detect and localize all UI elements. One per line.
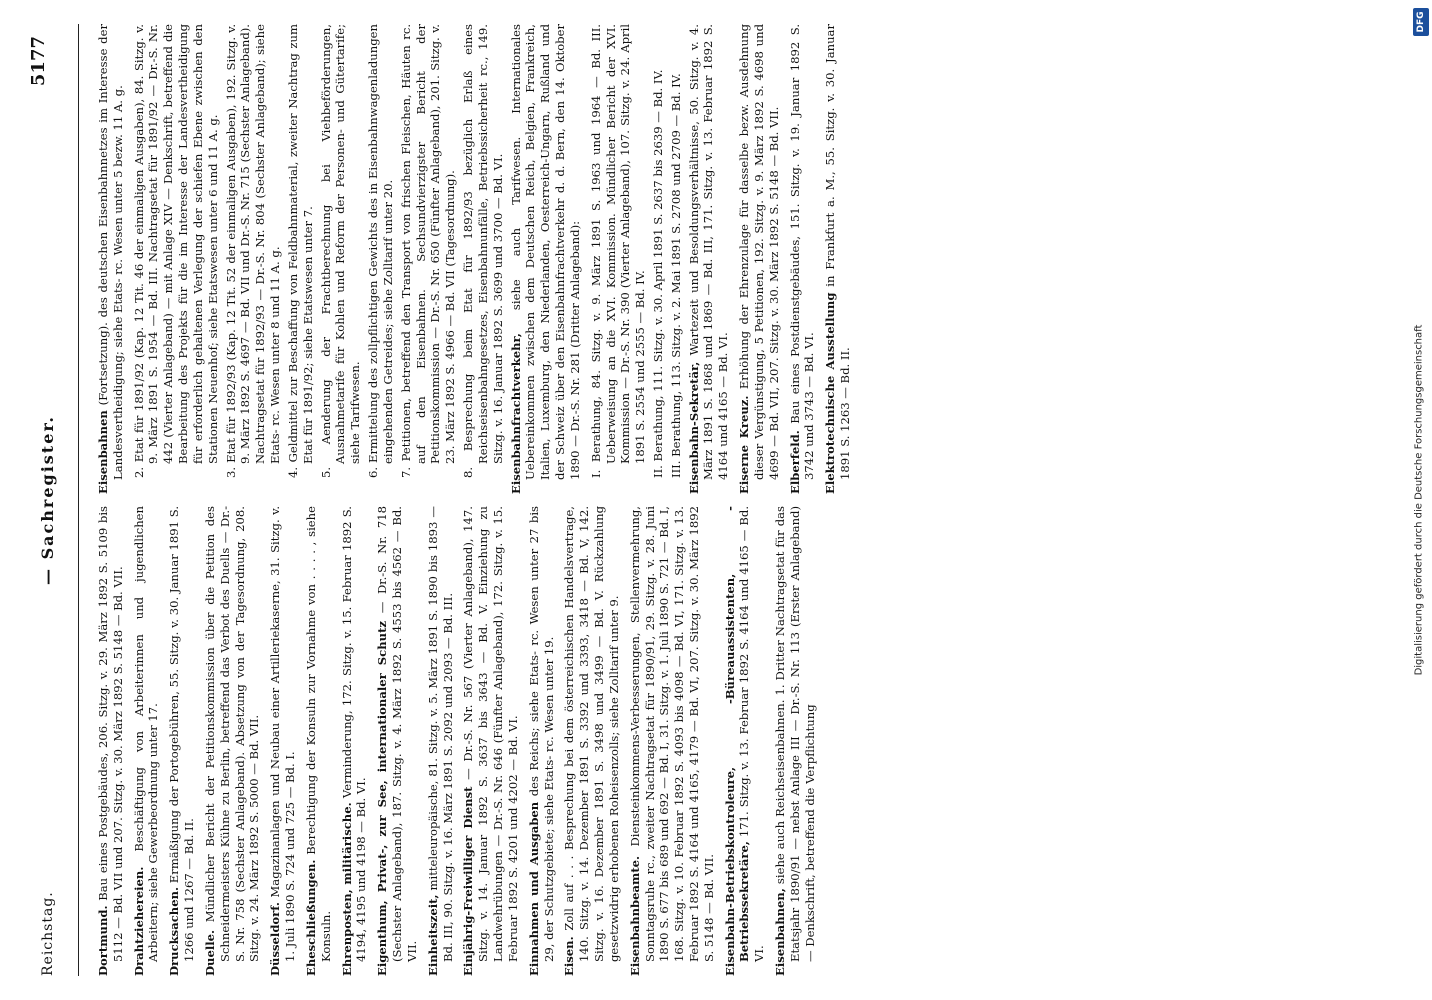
entry-text: (Fortsetzung). des deutschen Eisenbahnnetzes im Interesse der Landesvertheidigung; siehe Etats- rc. Wesen unter 5 bezw. 11 A. g.: [96, 24, 125, 480]
entry-text: Bau eines Postdienstgebäudes, 151. Sitzg. v. 19. Januar 1892 S. 3742 und 3743 — Bd. VI.: [787, 24, 817, 480]
index-entry: [527, 506, 557, 976]
digitization-stamp: [1406, 0, 1432, 1000]
left-column: [96, 506, 1376, 976]
running-head-title: — Sachregister.: [38, 415, 57, 585]
index-entry: [788, 24, 818, 494]
subentry-number: 3.: [223, 466, 238, 478]
entry-heading: Duelle.: [202, 929, 217, 976]
index-subentry: [319, 24, 363, 494]
entry-text: siehe auch Tarifwesen. Internationales Uebereinkommen zwischen dem Deutschen Reich, Belgien, Frankreich, Italien, Luxemburg, den Niederlanden, Oesterreich-Ungarn, Rußland und der Schweiz über den Eisenbahnfrachtverkehr d. d. Bern, den 14. Oktober 1890 — Dr.-S. Nr. 281 (Dritter Anlageband):: [508, 24, 582, 480]
entry-heading: Ehrenposten, militärische.: [339, 802, 354, 976]
entry-text: Erhöhung der Ehrenzulage für dasselbe bezw. Ausdehnung dieser Vergünstigung, 5 Petitionen, 192. Sitzg. v. 9. März 1892 S. 4698 und 4699 — Bd. VII, 207. Sitzg. v. 30. März 1892 S. 5148 — Bd. VII.: [737, 24, 781, 480]
entry-text: Geldmittel zur Beschaffung von Feldbahnmaterial, zweiter Nachtrag zum Etat für 1891/92; siehe Etatswesen unter 7.: [285, 24, 315, 464]
entry-text: Beschäftigung von Arbeiterinnen und jugendlichen Arbeitern; siehe Gewerbeordnung unter 17.: [131, 506, 161, 962]
entry-heading: Einheitszeit,: [425, 894, 440, 976]
entry-heading: Dortmund.: [96, 905, 110, 976]
entry-heading: Eisen.: [562, 936, 577, 976]
entry-text: Bau eines Postgebäudes, 206. Sitzg. v. 29. März 1892 S. 5109 bis 5112 — Bd. VII und 207. Sitzg. v. 30. März 1892 S. 5148 — Bd. VII.: [96, 506, 125, 962]
index-entry: [268, 506, 298, 976]
entry-heading: Einnahmen und Ausgaben: [526, 801, 541, 976]
index-entry: [132, 506, 162, 976]
entry-heading: Eigenthum, Privat-, zur See, internationaler Schutz: [375, 620, 390, 976]
entry-text: Ermittelung des zollpflichtigen Gewichts des in Eisenbahnwagenladungen eingehenden Getreides; siehe Zolltarif unter 20.: [366, 24, 395, 464]
entry-text: 171. Sitzg. v. 13. Februar 1892 S. 4164 und 4165 — Bd. VI.: [737, 506, 767, 962]
index-subentry: [286, 24, 316, 494]
dfg-logo-text: DFG: [1416, 11, 1426, 33]
entry-heading: Eisenbahnen,: [773, 888, 788, 976]
entry-heading: Eisenbahnfrachtverkehr,: [508, 333, 523, 494]
entry-text: — Dr.-S. Nr. 567 (Vierter Anlageband), 147. Sitzg. v. 14. Januar 1892 S. 3637 bis 3643 — Bd. V. Einziehung zu Landwehrübungen — Dr.-S. Nr. 646 (Fünfter Anlageband), 172. Sitzg. v. 15. Februar 1892 S. 4201 und 4202 — Bd. VI.: [461, 506, 520, 962]
entry-heading: Eisenbahnbeamte.: [627, 855, 642, 976]
index-entry: [96, 506, 126, 976]
subentry-number: 2.: [131, 466, 146, 478]
entry-heading: Eisenbahnen: [96, 410, 110, 494]
subentry-number: 7.: [398, 466, 413, 478]
dfg-logo: [1413, 8, 1429, 36]
entry-text: Verminderung, 172. Sitzg. v. 15. Februar 1892 S. 4194, 4195 und 4198 — Bd. VI.: [339, 506, 369, 962]
index-entry: [823, 24, 853, 494]
entry-text: Besprechung beim Etat für 1892/93 bezüglich Erlaß eines Reichseisenbahngesetzes, Eisenbahnunfälle, Betriebssicherheit rc., 149. Sitzg. v. 16. Januar 1892 S. 3699 und 3700 — Bd. VI.: [461, 24, 505, 464]
entry-heading: Eisenbahn-Betriebskontroleure, -Büreauassistenten, -Betriebssekretäre,: [722, 506, 752, 976]
page-header: [18, 24, 82, 976]
entry-text: Aenderung der Frachtberechnung bei Viehbeförderungen, Ausnahmetarife für Kohlen und Reform der Personen- und Gütertarife; siehe Tarifwesen.: [318, 24, 363, 464]
entry-heading: Einjährig-Freiwilliger Dienst: [461, 786, 476, 976]
index-subentry: [224, 24, 283, 494]
entry-text: des Reichs; siehe Etats- rc. Wesen unter 27 bis 29, der Schutzgebiete; siehe Etats- rc. Wesen unter 19.: [526, 506, 556, 962]
entry-heading: Düsseldorf.: [268, 902, 283, 976]
entry-heading: Drucksachen.: [167, 886, 182, 976]
right-column: [96, 24, 1376, 494]
entry-heading: Elektrotechnische Ausstellung: [823, 292, 838, 494]
entry-text: mitteleuropäische, 81. Sitzg. v. 5. März 1891 S. 1890 bis 1893 — Bd. III, 90. Sitzg. v. 16. März 1891 S. 2092 und 2093 — Bd. III.: [425, 506, 455, 962]
header-rule: [78, 24, 79, 976]
entry-text: Ermäßigung der Portogebühren, 55. Sitzg. v. 30. Januar 1891 S. 1266 und 1267 — Bd. II.: [167, 506, 197, 962]
entry-text: Zoll auf . . . Besprechung bei dem österreichischen Handelsvertrage, 140. Sitzg. v. 14. Dezember 1891 S. 3392 und 3393, 3418 — Bd. V, 142. Sitzg. v. 16. Dezember 1891 S. 3498 und 3499 — Bd. V. Rückzahlung gesetzwidrig erhobenen Roheisenzolls; siehe Zolltarif unter 9.: [562, 506, 621, 962]
index-subentry: [132, 24, 221, 494]
entry-text: Magazinanlagen und Neubau einer Artilleriekaserne, 31. Sitzg. v. 1. Juli 1890 S. 724 und 725 — Bd. I.: [268, 506, 298, 962]
entry-text: Mündlicher Bericht der Petitionskommission über die Petition des Schneidermeisters Kühne zu Berlin, betreffend das Verbot des Duells — Dr.-S. Nr. 758 (Sechster Anlageband). Absetzung von der Tagesordnung, 208. Sitzg. v. 24. März 1892 S. 5000 — Bd. VII.: [202, 506, 262, 962]
entry-text: Etat für 1892/93 (Kap. 12 Tit. 52 der einmaligen Ausgaben), 192. Sitzg. v. 9. März 1892 S. 4697 — Bd. VII und Dr.-S. Nr. 715 (Sechster Anlageband). Nachtragsetat für 1892/93 — Dr.-S. Nr. 804 (Sechster Anlageband); siehe Etats- rc. Wesen unter 8 und 11 A. g.: [223, 24, 283, 464]
stamp-text: Digitalisierung gefördert durch die Deutsche Forschungsgemeinschaft: [1413, 324, 1425, 676]
entry-text: Berathung, 113. Sitzg. v. 2. Mai 1891 S. 2708 und 2709 — Bd. IV.: [668, 73, 683, 457]
index-subentry: [366, 24, 396, 494]
index-subentry: [669, 24, 684, 494]
index-entry: [687, 24, 731, 494]
index-entry: [723, 506, 767, 976]
index-subentry: [589, 24, 648, 494]
entry-text: Diensteinkommens-Verbesserungen, Stellenvermehrung, Sonntagsruhe rc., zweiter Nachtragsetat für 1890/91, 29. Sitzg. v. 28. Juni 1890 S. 677 bis 689 und 692 — Bd. I, 31. Sitzg. v. 1. Juli 1890 S. 721 — Bd. I, 168. Sitzg. v. 10. Februar 1892 S. 4093 bis 4098 — Bd. VI, 171. Sitzg. v. 13. Februar 1892 S. 4164 und 4165, 4179 — Bd. VI, 207. Sitzg. v. 30. März 1892 S. 5148 — Bd. VII.: [627, 506, 716, 962]
index-entry: [167, 506, 197, 976]
entry-text: in Frankfurt a. M., 55. Sitzg. v. 30. Januar 1891 S. 1263 — Bd. II.: [823, 24, 853, 480]
running-head-left: Reichstag.: [40, 891, 56, 976]
entry-text: Berathung, 111. Sitzg. v. 30. April 1891 S. 2637 bis 2639 — Bd. IV.: [650, 69, 665, 462]
entry-heading: Elberfeld.: [787, 430, 802, 494]
index-entry: [375, 506, 419, 976]
index-entry: [426, 506, 456, 976]
index-entry: [628, 506, 717, 976]
entry-text: — Dr.-S. Nr. 718 (Sechster Anlageband), 187. Sitzg. v. 4. März 1892 S. 4553 bis 4562 — Bd. VII.: [375, 506, 419, 962]
index-entry: [203, 506, 262, 976]
index-entry: [304, 506, 334, 976]
entry-heading: Drahtziehereien.: [131, 866, 146, 976]
entry-text: Petitionen, betreffend den Transport von frischen Fleischen, Häuten rc. auf den Eisenbahnen. Sechsundvierzigster Bericht der Petitionskommission — Dr.-S. Nr. 650 (Fünfter Anlageband), 201. Sitzg. v. 23. März 1892 S. 4966 — Bd. VII (Tagesordnung).: [398, 24, 458, 464]
entry-heading: Eisenbahn-Sekretär,: [686, 361, 701, 494]
entry-heading: Eiserne Kreuz.: [737, 395, 752, 494]
index-entry: [562, 506, 621, 976]
index-entry: [773, 506, 817, 976]
subentry-number: 4.: [285, 466, 300, 478]
index-entry: [461, 506, 520, 976]
entry-heading: Eheschließungen.: [303, 859, 318, 976]
index-entry: [509, 24, 583, 494]
subentry-number: II.: [650, 465, 665, 478]
entry-text: Wartezeit und Besoldungsverhältnisse, 50. Sitzg. v. 4. März 1891 S. 1868 und 1869 — Bd. III, 171. Sitzg. v. 13. Februar 1892 S. 4164 und 4165 — Bd. VI.: [686, 24, 731, 480]
index-subentry: [461, 24, 505, 494]
index-entry: [737, 24, 781, 494]
entry-text: Etat für 1891/92 (Kap. 12 Tit. 46 der einmaligen Ausgaben), 84. Sitzg. v. 9. März 1891 S. 1954 — Bd. III. Nachtragsetat für 1891/92 — Dr.-S. Nr. 442 (Vierter Anlageband) — mit Anlage XIV — Denkschrift, betreffend die Bearbeitung des Projekts für die im Interesse der Landesvertheidigung für erforderlich gehaltenen Verlegung der schiefen Ebene zwischen den Stationen Neuenhof; siehe Etatswesen unter 6 und 11 A. g.: [131, 24, 220, 464]
subentry-number: I.: [588, 469, 603, 478]
entry-text: Berechtigung der Konsuln zur Vornahme von . . . . , siehe Konsuln.: [303, 506, 333, 962]
entry-text: Berathung, 84. Sitzg. v. 9. März 1891 S. 1963 und 1964 — Bd. III. Ueberweisung an die XVI. Kommission. Mündlicher Bericht der XVI. Kommission — Dr.-S. Nr. 390 (Vierter Anlageband), 107. Sitzg. v. 24. April 1891 S. 2554 und 2555 — Bd. IV.: [588, 24, 648, 464]
page-number: 5177: [28, 36, 49, 87]
subentry-number: 8.: [461, 466, 476, 478]
index-subentry: [399, 24, 458, 494]
entry-text: siehe auch Reichseisenbahnen. 1. Dritter Nachtragsetat für das Etatsjahr 1890/91 — nebst Anlage III — Dr.-S. Nr. 113 (Erster Anlageband) — Denkschrift, betreffend die Verpflichtung: [773, 506, 817, 962]
index-subentry: [651, 24, 666, 494]
subentry-number: 5.: [318, 466, 333, 478]
index-entry: [96, 24, 126, 494]
index-entry: [340, 506, 370, 976]
subentry-number: III.: [668, 460, 683, 478]
subentry-number: 6.: [366, 466, 381, 478]
